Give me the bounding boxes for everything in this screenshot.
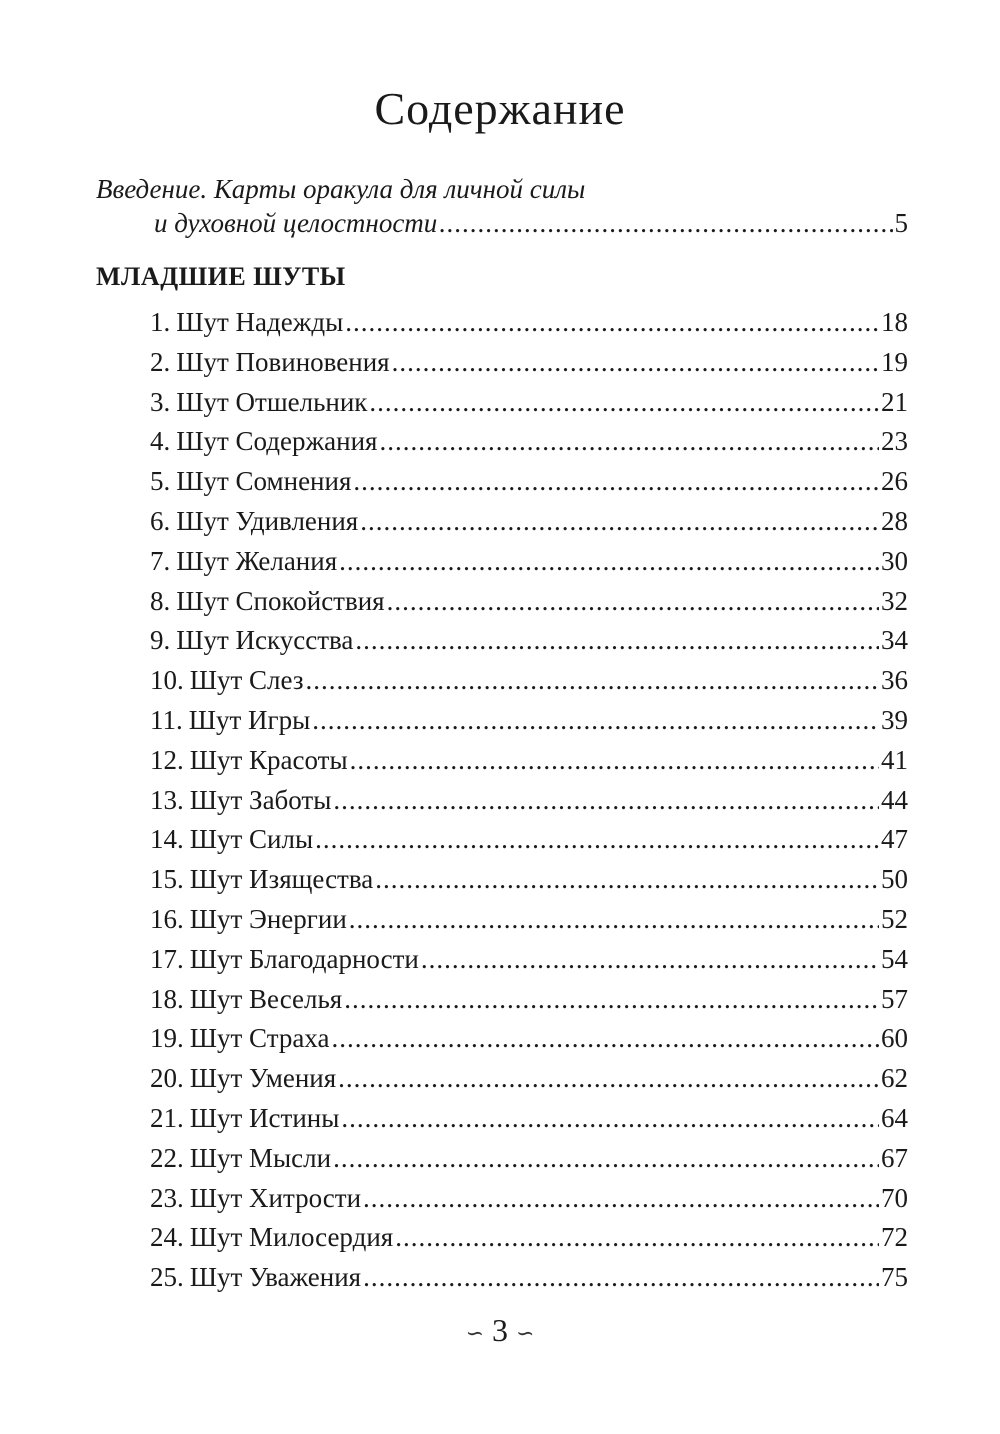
toc-entry[interactable] [150,661,908,701]
intro-title-line2-row [96,206,908,240]
dot-leader [315,820,879,860]
toc-entry[interactable] [150,1059,908,1099]
entry-page-number: 34 [881,625,908,656]
entry-title: Шут Удивления [176,505,359,536]
toc-entry[interactable] [150,502,908,542]
entry-number: 17. [150,943,184,974]
toc-entry[interactable] [150,582,908,622]
entry-number: 3. [150,386,171,417]
entry-number: 15. [150,864,184,895]
toc-intro-entry[interactable] [96,172,908,240]
entry-page-number: 28 [881,505,908,536]
entry-page-number: 62 [881,1063,908,1094]
dot-leader [338,1059,879,1099]
entry-title: Шут Слез [189,665,304,696]
section-heading: МЛАДШИЕ ШУТЫ [96,262,346,291]
dot-leader [341,1099,879,1139]
entry-title: Шут Благодарности [189,943,419,974]
entry-page-number: 75 [881,1262,908,1293]
entry-page-number: 26 [881,466,908,497]
toc-entry[interactable] [150,980,908,1020]
entry-number: 7. [150,545,171,576]
dot-leader [344,980,879,1020]
flourish-left-ornament: ∽ [465,1320,484,1346]
toc-entry[interactable] [150,542,908,582]
entry-title: Шут Надежды [176,307,344,337]
toc-list [150,303,908,1298]
dot-leader [331,1019,879,1059]
toc-entry[interactable] [150,701,908,741]
dot-leader [375,860,879,900]
toc-entry[interactable] [150,1139,908,1179]
entry-page-number: 21 [881,386,908,417]
dot-leader [306,661,880,701]
entry-page-number: 36 [881,665,908,696]
entry-page-number: 67 [881,1142,908,1173]
entry-number: 19. [150,1023,184,1054]
entry-title: Шут Искусства [176,625,354,656]
entry-page-number: 30 [881,545,908,576]
dot-leader [363,1258,879,1298]
entry-title: Шут Энергии [189,903,347,934]
entry-title: Шут Спокойствия [176,585,385,616]
entry-page-number: 54 [881,943,908,974]
dot-leader [439,206,892,240]
dot-leader [333,1139,879,1179]
entry-title: Шут Содержания [176,426,378,457]
entry-number: 1. [150,307,171,337]
toc-entry[interactable] [150,1258,908,1298]
page-number: 3 [492,1312,508,1348]
entry-page-number: 39 [881,704,908,735]
toc-entry[interactable] [150,1019,908,1059]
intro-title-line2: и духовной целостности [154,208,438,238]
entry-title: Шут Желания [176,545,338,576]
toc-entry[interactable] [150,303,908,343]
entry-number: 25. [150,1262,184,1293]
toc-entry[interactable] [150,343,908,383]
entry-title: Шут Отшельник [176,386,368,417]
entry-number: 13. [150,784,184,815]
entry-number: 9. [150,625,171,656]
dot-leader [350,741,879,781]
entry-number: 8. [150,585,171,616]
entry-number: 11. [150,704,183,735]
entry-page-number: 60 [881,1023,908,1054]
entry-number: 12. [150,744,184,775]
entry-title: Шут Игры [188,704,311,735]
page-title: Содержание [374,83,626,134]
dot-leader [339,542,879,582]
entry-title: Шут Страха [189,1023,330,1054]
entry-number: 16. [150,903,184,934]
entry-page-number: 52 [881,903,908,934]
entry-title: Шут Истины [189,1102,340,1133]
toc-entry[interactable] [150,741,908,781]
flourish-right-ornament: ∽ [516,1320,535,1346]
page-footer [0,1312,1000,1349]
entry-title: Шут Уважения [189,1262,362,1293]
toc-entry[interactable] [150,1179,908,1219]
entry-number: 14. [150,824,184,855]
dot-leader [395,1218,879,1258]
intro-page-number: 5 [894,208,908,238]
entry-title: Шут Красоты [189,744,348,775]
toc-entry[interactable] [150,1099,908,1139]
entry-number: 10. [150,665,184,696]
entry-title: Шут Заботы [189,784,332,815]
entry-title: Шут Умения [189,1063,337,1094]
entry-title: Шут Повиновения [176,346,390,377]
entry-page-number: 47 [881,824,908,855]
entry-number: 24. [150,1222,184,1253]
entry-number: 5. [150,466,171,497]
toc-entry[interactable] [150,900,908,940]
entry-page-number: 57 [881,983,908,1014]
entry-number: 4. [150,426,171,457]
toc-entry[interactable] [150,940,908,980]
dot-leader [353,462,879,502]
dot-leader [349,900,879,940]
dot-leader [421,940,879,980]
dot-leader [392,343,879,383]
toc-entry[interactable] [150,1218,908,1258]
entry-page-number: 41 [881,744,908,775]
entry-title: Шут Силы [189,824,314,855]
entry-page-number: 32 [881,585,908,616]
toc-entry[interactable] [150,860,908,900]
toc-entry[interactable] [150,820,908,860]
entry-page-number: 23 [881,426,908,457]
entry-title: Шут Милосердия [189,1222,394,1253]
entry-number: 2. [150,346,171,377]
entry-title: Шут Веселья [189,983,343,1014]
entry-title: Шут Хитрости [189,1182,362,1213]
entry-page-number: 50 [881,864,908,895]
entry-number: 21. [150,1102,184,1133]
entry-title: Шут Мысли [189,1142,332,1173]
entry-number: 6. [150,505,171,536]
dot-leader [345,303,879,343]
entry-number: 18. [150,983,184,1014]
entry-title: Шут Изящества [189,864,374,895]
toc-entry[interactable] [150,621,908,661]
entry-page-number: 44 [881,784,908,815]
entry-title: Шут Сомнения [176,466,352,497]
dot-leader [363,1179,879,1219]
dot-leader [387,582,879,622]
toc-entry[interactable] [150,781,908,821]
toc-entry[interactable] [150,383,908,423]
dot-leader [333,781,879,821]
entry-page-number: 19 [881,346,908,377]
entry-number: 20. [150,1063,184,1094]
intro-title-line1: Введение. Карты оракула для личной силы [96,174,586,204]
entry-number: 22. [150,1142,184,1173]
dot-leader [355,621,879,661]
dot-leader [379,422,879,462]
dot-leader [312,701,879,741]
entry-page-number: 18 [881,307,908,337]
entry-page-number: 72 [881,1222,908,1253]
entry-number: 23. [150,1182,184,1213]
entry-page-number: 70 [881,1182,908,1213]
toc-entry[interactable] [150,422,908,462]
toc-entry[interactable] [150,462,908,502]
dot-leader [369,383,879,423]
dot-leader [360,502,879,542]
entry-page-number: 64 [881,1102,908,1133]
